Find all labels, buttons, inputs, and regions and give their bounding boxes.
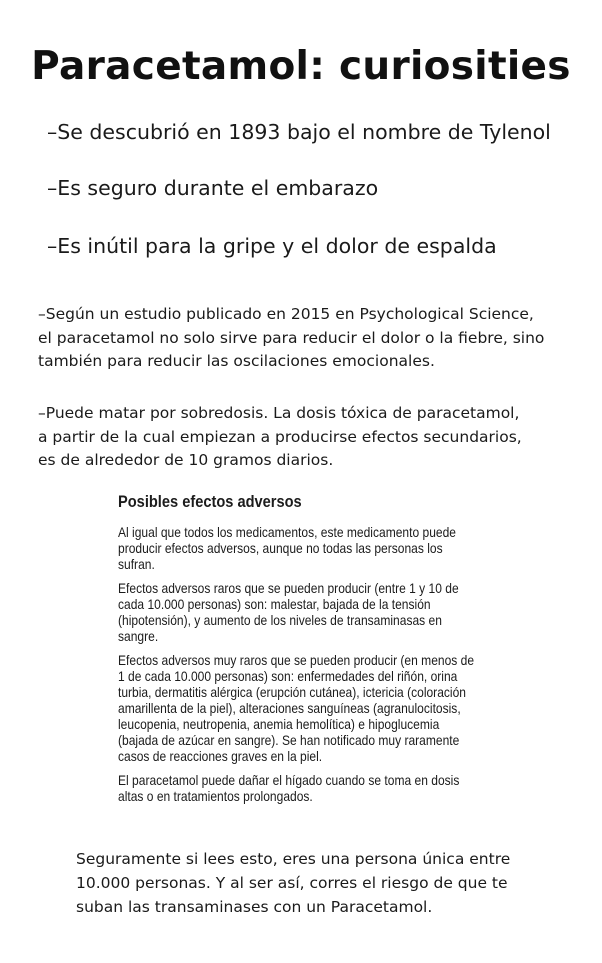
leaflet-paragraph-very-rare: [118, 652, 475, 764]
bullet-discovery: –Se descubrió en 1893 bajo el nombre de Tylenol: [47, 120, 551, 144]
leaflet-excerpt: [118, 492, 475, 812]
leaflet-paragraph-general: [118, 524, 456, 572]
leaflet-line: casos de reacciones graves en la piel.: [118, 748, 323, 764]
study-line: también para reducir las oscilaciones emocionales.: [38, 352, 435, 370]
overdose-line: –Puede matar por sobredosis. La dosis tóxica de paracetamol,: [38, 404, 520, 422]
overdose-line: es de alrededor de 10 gramos diarios.: [38, 451, 334, 469]
study-line: el paracetamol no solo sirve para reducir el dolor o la fiebre, sino: [38, 328, 545, 347]
leaflet-paragraph-rare: [118, 580, 459, 644]
footer-line: suban las transaminases con un Paracetamol.: [76, 898, 433, 916]
leaflet-line: El paracetamol puede dañar el hígado cuando se toma en dosis: [118, 772, 460, 788]
leaflet-line: cada 10.000 personas) son: malestar, bajada de la tensión: [118, 596, 431, 612]
overdose-line: a partir de la cual empiezan a producirse efectos secundarios,: [38, 427, 522, 446]
leaflet-line: 1 de cada 10.000 personas) son: enfermedades del riñón, orina: [118, 668, 458, 684]
leaflet-line: sangre.: [118, 628, 159, 644]
leaflet-line: amarillenta de la piel), alteraciones sanguíneas (agranulocitosis,: [118, 700, 461, 716]
leaflet-line: Efectos adversos muy raros que se pueden producir (en menos de: [118, 652, 475, 668]
leaflet-line: producir efectos adversos, aunque no todas las personas los: [118, 540, 443, 556]
leaflet-line: turbia, dermatitis alérgica (erupción cutánea), ictericia (coloración: [118, 684, 466, 700]
leaflet-line: Efectos adversos raros que se pueden producir (entre 1 y 10 de: [118, 580, 459, 596]
leaflet-line: altas o en tratamientos prolongados.: [118, 788, 313, 804]
footer-line: 10.000 personas. Y al ser así, corres el riesgo de que te: [76, 874, 508, 892]
footer-line: Seguramente si lees esto, eres una persona única entre: [76, 850, 511, 868]
leaflet-line: (bajada de azúcar en sangre). Se han notificado muy raramente: [118, 732, 460, 748]
leaflet-heading: Posibles efectos adversos: [118, 492, 302, 511]
leaflet-line: Al igual que todos los medicamentos, este medicamento puede: [118, 524, 456, 540]
study-line: –Según un estudio publicado en 2015 en Psychological Science,: [38, 305, 534, 323]
footer-paragraph: [76, 847, 576, 919]
bullet-pregnancy: –Es seguro durante el embarazo: [47, 176, 379, 200]
bullet-flu: –Es inútil para la gripe y el dolor de espalda: [47, 234, 497, 258]
leaflet-line: leucopenia, neutropenia, anemia hemolítica) e hipoglucemia: [118, 716, 440, 732]
study-paragraph: [38, 303, 578, 374]
leaflet-paragraph-liver: [118, 772, 460, 804]
leaflet-line: sufran.: [118, 556, 155, 572]
leaflet-line: (hipotensión), y aumento de los niveles de transaminasas en: [118, 612, 442, 628]
page-title: Paracetamol: curiosities: [31, 44, 571, 89]
overdose-paragraph: [38, 402, 578, 473]
